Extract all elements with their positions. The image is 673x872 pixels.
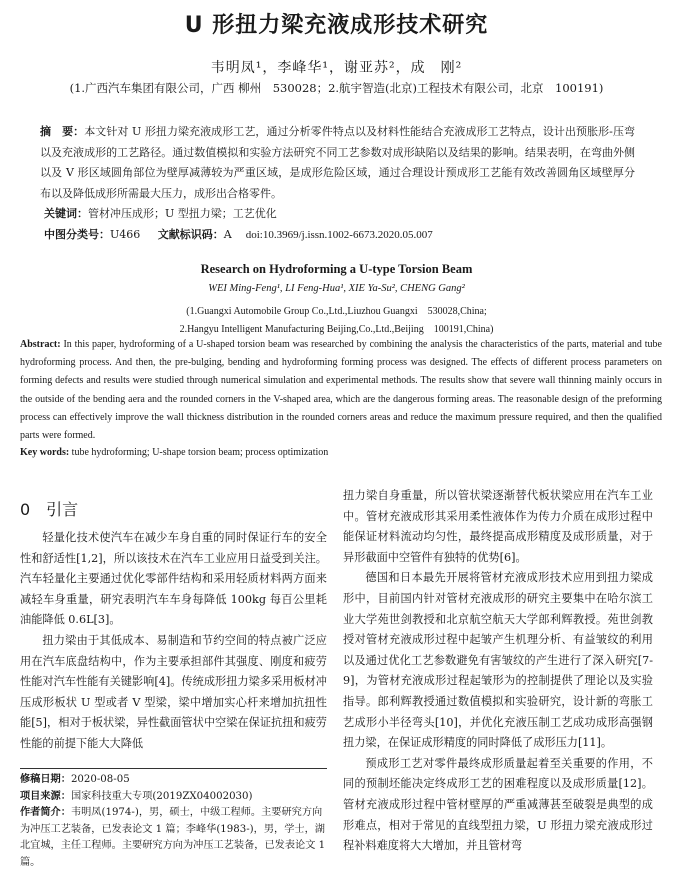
received-date: 2020-08-05 — [70, 774, 130, 785]
paragraph: 德国和日本最先开展将管材充液成形技术应用到扭力梁成形中，目前国内针对管材充液成形的研究主要集中在哈尔滨工业大学苑世剑教授和北京航空航天大学郎利辉教授。苑世剑教授对管材充液成形过程中起皱产生机理分析、有益皱纹的利用以及通过优化工艺参数避免有害皱纹的产生进行了深入研究[7-9]，为管材充液成形过程起皱形为的控制提供了理论以及实验指导。郎利辉教授通过数值模拟和实验研究，设计新的弯胀工艺成形小半径弯头[10]，并优化充液压制工艺成功成形高强钢扭力梁，在保证成形精度的同时降低了成形压力[11]。 — [343, 571, 653, 750]
affiliation-en-2: 2.Hangyu Intelligent Manufacturing Beijing,Co.,Ltd.,Beijing 100191,China) — [179, 324, 494, 335]
section-heading: 0 引言 — [20, 500, 79, 519]
abstract-en-label: Abstract: — [20, 339, 61, 350]
received-line — [20, 772, 327, 789]
clc-value: U466 — [110, 228, 141, 241]
keywords-en-label: Key words: — [20, 447, 70, 458]
affiliation-cn: (1.广西汽车集团有限公司，广西 柳州 530028；2.航宇智造(北京)工程技术有限公司，北京 100191) — [69, 81, 604, 95]
page-title: U 形扭力梁充液成形技术研究 — [184, 13, 489, 38]
authors-en: WEI Ming-Feng¹, LI Feng-Hua¹, XIE Ya-Su², CHENG Gang² — [208, 283, 465, 294]
author-bio-line — [20, 805, 327, 871]
received-label: 修稿日期： — [20, 774, 71, 785]
doc-code-value: A — [223, 228, 232, 241]
author-bio-label: 作者简介： — [20, 807, 71, 818]
footnote — [20, 772, 327, 871]
keywords-cn — [44, 205, 639, 221]
keywords-cn-label: 关键词： — [44, 207, 88, 220]
keywords-en — [20, 447, 662, 458]
paragraph: 轻量化技术使汽车在减少车身自重的同时保证行车的安全性和舒适性[1,2]，所以该技术在汽车工业应用日益受到关注。汽车轻量化主要通过优化零部件结构和采用轻质材料两方面来减轻车身重量，研究表明汽车车身每降低 100kg 每百公里耗油能降低 0.6L[3]。 — [20, 531, 327, 627]
abstract-cn-text: 本文针对 U 形扭力梁充液成形工艺，通过分析零件特点以及材料性能结合充液成形工艺特点，设计出预胀形-压弯以及充液成形的工艺路径。通过数值模拟和实验方法研究不同工艺参数对成形缺陷以及结果的影响。结果表明，在弯曲外侧以及 V 形区域圆角部位为壁厚减薄较为严重区域，是成形危险区域，通过合理设计预成形工艺能有效改善圆角区域壁厚分布以及降低成形所需最大压力，成形出合格零件。 — [40, 125, 636, 200]
project-line — [20, 789, 327, 806]
authors-cn: 韦明凤¹，李峰华¹，谢亚苏²，成 刚² — [210, 60, 463, 76]
left-column — [20, 528, 327, 755]
paragraph: 预成形工艺对零件最终成形质量起着至关重要的作用，不同的预制坯能决定终成形工艺的困难程度以及成形质量[12]。管材充液成形过程中管材壁厚的严重减薄甚至破裂是典型的成形难点，相对于常见的直线型扭力梁，U 形扭力梁充液成形过程补料难度将大大增加，并且管材弯 — [343, 756, 653, 853]
abstract-en — [20, 336, 662, 445]
paragraph: 扭力梁自身重量，所以管状梁逐渐替代板状梁应用在汽车工业中。管材充液成形其采用柔性液体作为传力介质在成形过程中能保证材料流动均匀性，最终提高成形精度及成形质量，对于异形截面中空管件有独特的优势[6]。 — [343, 489, 653, 564]
footnote-divider — [20, 768, 327, 769]
clc-label: 中图分类号： — [44, 228, 110, 241]
abstract-cn-label: 摘 要： — [40, 125, 85, 138]
affiliation-en-1: (1.Guangxi Automobile Group Co.,Ltd.,Liuzhou Guangxi 530028,China; — [186, 306, 487, 317]
abstract-cn — [40, 122, 635, 204]
right-column — [343, 486, 653, 857]
keywords-cn-text: 管材冲压成形；U 型扭力梁；工艺优化 — [88, 207, 277, 220]
doi-link[interactable]: doi:10.3969/j.issn.1002-6673.2020.05.007 — [245, 229, 433, 241]
title-en: Research on Hydroforming a U-type Torsion Beam — [200, 262, 473, 276]
classification-line — [44, 226, 639, 242]
project-text: 国家科技重大专项(2019ZX04002030) — [70, 790, 253, 802]
doc-code-label: 文献标识码： — [157, 228, 224, 241]
abstract-en-text: In this paper, hydroforming of a U-shaped torsion beam was researched by combining the analysis the characteristics of the parts, material and tube hydroforming process. And then, the pre-bulging, bending and hydroforming forming process was designed. The effects of different process parameters on forming defects and results were studied through numerical simulation and experimental methods. The results show that severe wall thinning mainly occurs in the outside of the bending aera and the rounded corners in the V-shaped area, which are the dangerous forming areas. The reasonable design of the preforming process can effectively improve the wall thickness distribution in the rounded corners areas and reduce the maximum pressure required, and then the qualified parts were formed. — [20, 339, 662, 442]
keywords-en-text: tube hydroforming; U-shape torsion beam; process optimization — [71, 447, 329, 458]
paragraph: 扭力梁由于其低成本、易制造和节约空间的特点被广泛应用在汽车底盘结构中，作为主要承担部件其强度、刚度和疲劳性能对汽车性能有关键影响[4]。传统成形扭力梁多采用板材冲压成形板状 U 型或者 V 型梁，梁中增加实心杆来增加抗扭性能[5]，相对于板状梁，异性截面管状中空梁在保证抗扭和疲劳性能的前提下能大大降低 — [20, 633, 327, 750]
project-label: 项目来源： — [20, 790, 71, 802]
author-bio-text: 韦明凤(1974-)，男，硕士，中级工程师。主要研究方向为冲压工艺装备，已发表论文 1 篇；李峰华(1983-)，男，学士，湖北宜城，主任工程师。主要研究方向为冲压工艺装备，已发表论文 1 篇。 — [20, 807, 326, 868]
